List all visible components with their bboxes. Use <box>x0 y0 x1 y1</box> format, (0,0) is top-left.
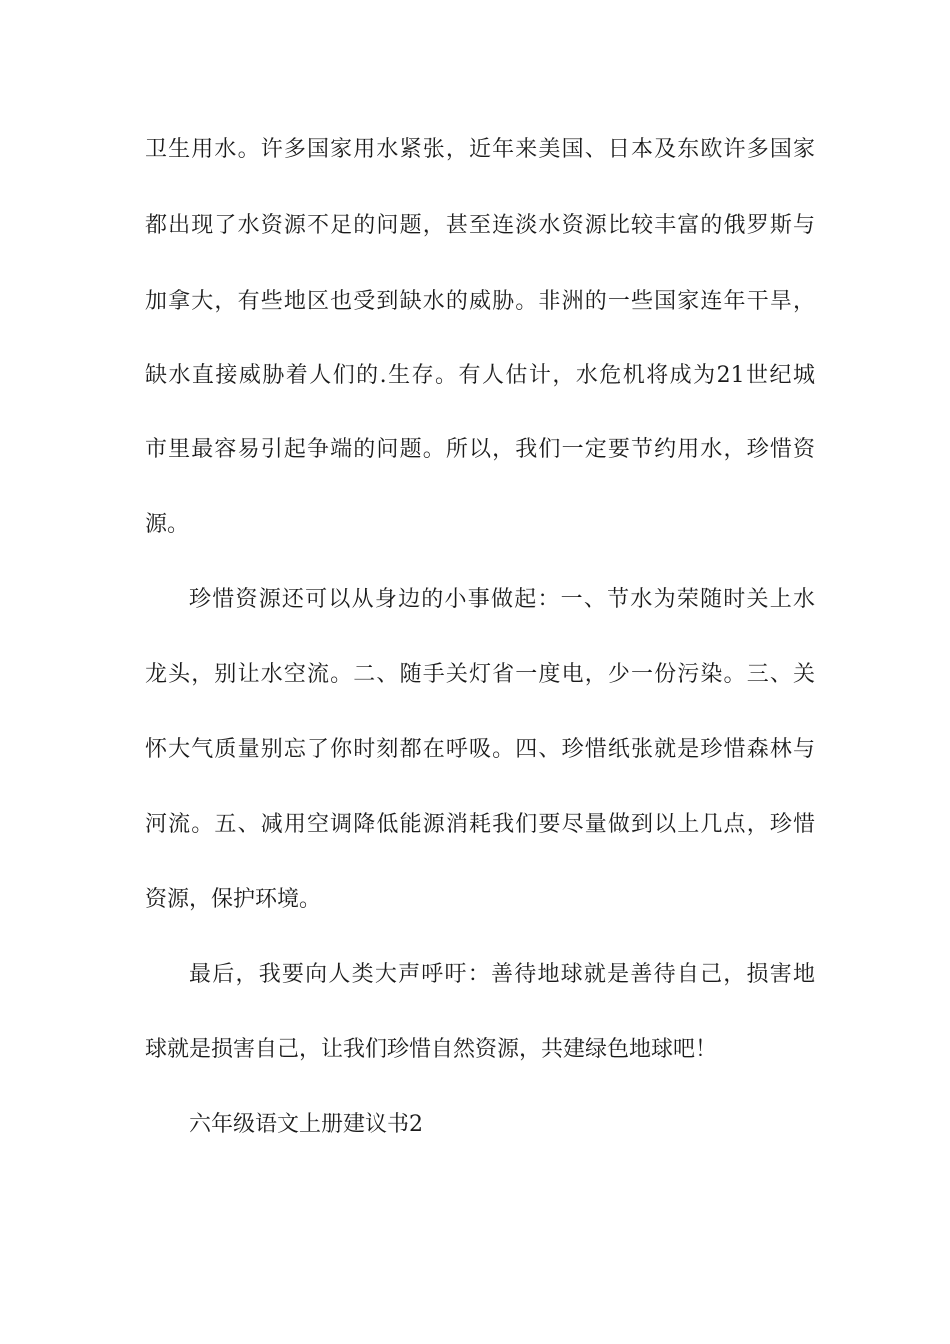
paragraph-1-line-4: 缺水直接威胁着人们的.生存。有人估计，水危机将成为21世纪城 <box>145 363 815 388</box>
paragraph-1-line-1: 卫生用水。许多国家用水紧张，近年来美国、日本及东欧许多国家 <box>145 137 815 162</box>
paragraph-3-line-1: 最后，我要向人类大声呼吁：善待地球就是善待自己，损害地 <box>189 962 815 987</box>
paragraph-1-line-2: 都出现了水资源不足的问题，甚至连淡水资源比较丰富的俄罗斯与 <box>145 213 815 238</box>
paragraph-2-line-3: 怀大气质量别忘了你时刻都在呼吸。四、珍惜纸张就是珍惜森林与 <box>145 737 815 762</box>
section-heading: 六年级语文上册建议书2 <box>189 1112 423 1137</box>
paragraph-1-line-3: 加拿大，有些地区也受到缺水的威胁。非洲的一些国家连年干旱， <box>145 289 815 314</box>
paragraph-1-line-6: 源。 <box>145 512 190 537</box>
paragraph-2-line-2: 龙头，别让水空流。二、随手关灯省一度电，少一份污染。三、关 <box>145 662 815 687</box>
paragraph-2-line-4: 河流。五、减用空调降低能源消耗我们要尽量做到以上几点，珍惜 <box>145 812 815 837</box>
paragraph-3-line-2: 球就是损害自己，让我们珍惜自然资源，共建绿色地球吧！ <box>145 1037 718 1062</box>
paragraph-2-line-5: 资源，保护环境。 <box>145 887 322 912</box>
paragraph-1-line-5: 市里最容易引起争端的问题。所以，我们一定要节约用水，珍惜资 <box>145 437 815 462</box>
paragraph-2-line-1: 珍惜资源还可以从身边的小事做起：一、节水为荣随时关上水 <box>189 587 815 612</box>
